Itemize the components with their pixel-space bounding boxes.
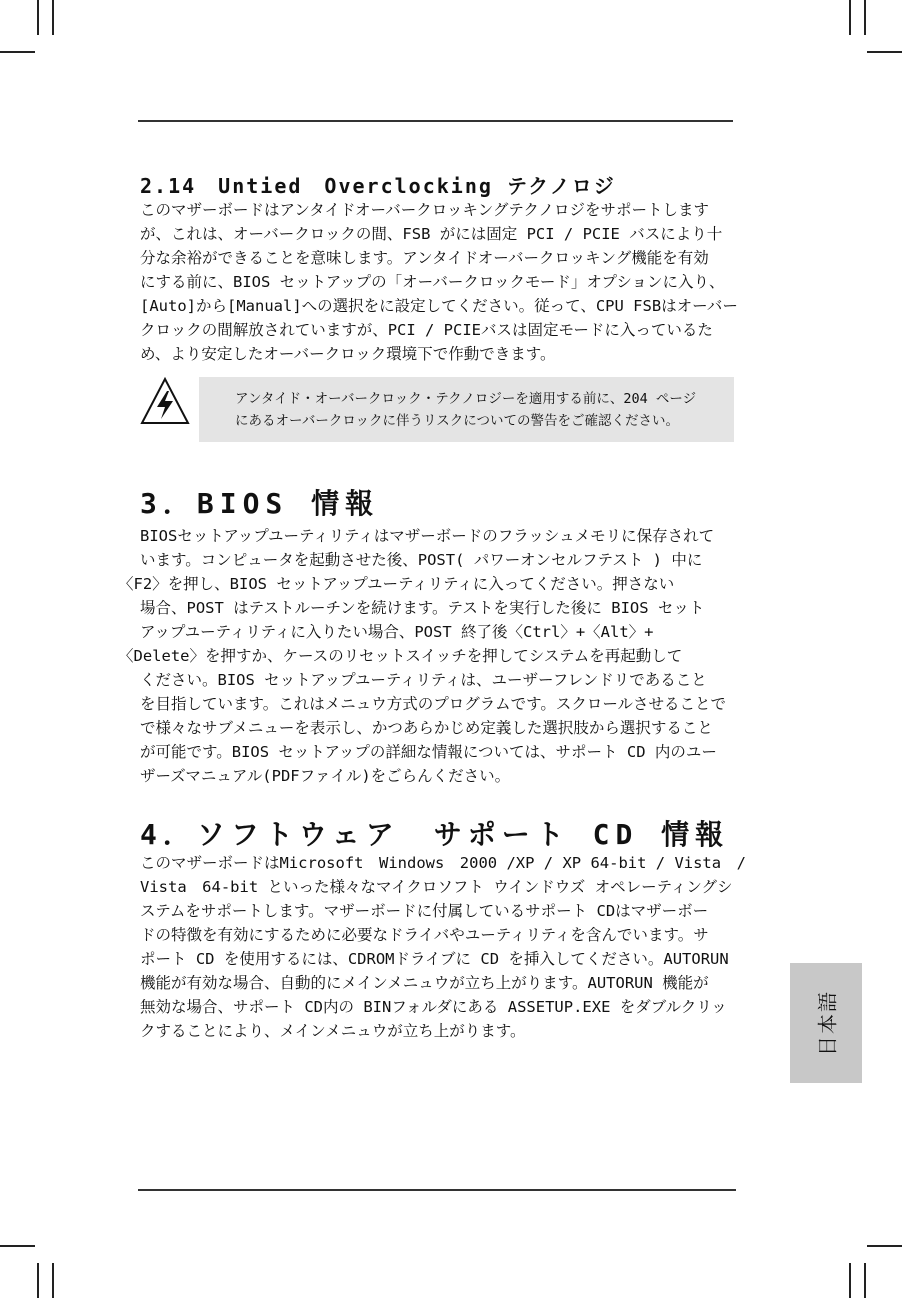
- crop-mark: [849, 1263, 851, 1298]
- text-line: BIOSセットアップユーティリティはマザーボードのフラッシュメモリに保存されて: [140, 527, 715, 545]
- crop-mark: [52, 0, 54, 35]
- crop-mark: [849, 0, 851, 35]
- crop-mark: [867, 51, 902, 53]
- text-line: を目指しています。これはメニュウ方式のプログラムです。スクロールさせることで: [140, 695, 727, 713]
- text-line: 〈Delete〉を押すか、ケースのリセットスイッチを押してシステムを再起動して: [118, 647, 683, 665]
- note-line: にあるオーバークロックに伴うリスクについての警告をご確認ください。: [235, 413, 680, 429]
- text-line: [Auto]から[Manual]への選択をに設定してください。従って、CPU FSBはオーバー: [140, 297, 738, 315]
- language-tab-label: 日本語: [815, 990, 840, 1056]
- text-line: このマザーボードはMicrosoft Windows 2000 /XP / XP 64-bit / Vista /: [140, 854, 746, 872]
- bottom-rule: [138, 1189, 736, 1191]
- text-line: め、より安定したオーバークロック環境下で作動できます。: [140, 345, 556, 363]
- text-line: います。コンピュータを起動させた後、POST( パワーオンセルフテスト ) 中に: [140, 551, 703, 569]
- text-line: ステムをサポートします。マザーボードに付属しているサポート CDはマザーボー: [140, 902, 709, 920]
- text-line: 無効な場合、サポート CD内の BINフォルダにある ASSETUP.EXE をダブルクリッ: [140, 998, 727, 1016]
- text-line: アップユーティリティに入りたい場合、POST 終了後〈Ctrl〉+〈Alt〉+: [140, 623, 654, 641]
- text-line: ドの特徴を有効にするために必要なドライバやユーティリティを含んでいます。サ: [140, 926, 709, 944]
- text-line: にする前に、BIOS セットアップの「オーバークロックモード」オプションに入り、: [140, 273, 725, 291]
- section-2-14-body: [140, 198, 736, 366]
- crop-mark: [867, 1245, 902, 1247]
- text-line: が、これは、オーバークロックの間、FSB がには固定 PCI / PCIE バスにより十: [140, 225, 723, 243]
- text-line: が可能です。BIOS セットアップの詳細な情報については、サポート CD 内のユー: [140, 743, 717, 761]
- text-line: 分な余裕ができることを意味します。アンタイドオーバークロッキング機能を有効: [140, 249, 709, 267]
- text-line: クすることにより、メインメニュウが立ち上がります。: [140, 1022, 526, 1040]
- text-line: 〈F2〉を押し、BIOS セットアップユーティリティに入ってください。押さない: [118, 575, 675, 593]
- top-rule: [138, 120, 733, 122]
- text-line: Vista 64-bit といった様々なマイクロソフト ウインドウズ オペレーティングシ: [140, 878, 733, 896]
- note-line: アンタイド・オーバークロック・テクノロジーを適用する前に、204 ページ: [235, 391, 697, 407]
- language-tab: [790, 963, 862, 1083]
- crop-mark: [0, 51, 35, 53]
- text-line: ください。BIOS セットアップユーティリティは、ユーザーフレンドリであること: [140, 671, 707, 689]
- crop-mark: [37, 1263, 39, 1298]
- crop-mark: [0, 1245, 35, 1247]
- crop-mark: [37, 0, 39, 35]
- text-line: クロックの間解放されていますが、PCI / PCIEバスは固定モードに入っているた: [140, 321, 713, 339]
- text-line: 場合、POST はテストルーチンを続けます。テストを実行した後に BIOS セット: [140, 599, 705, 617]
- section-4-heading: 4．ソフトウェア サポート CD 情報: [140, 818, 730, 851]
- crop-mark: [864, 0, 866, 35]
- section-2-14-heading: 2.14 Untied Overclocking テクノロジ: [140, 174, 616, 198]
- text-line: このマザーボードはアンタイドオーバークロッキングテクノロジをサポートします: [140, 201, 710, 219]
- section-3-body: [118, 524, 736, 788]
- crop-mark: [864, 1263, 866, 1298]
- text-line: ザーズマニュアル(PDFファイル)をごらんください。: [140, 767, 511, 785]
- crop-mark: [52, 1263, 54, 1298]
- warning-note: [199, 377, 734, 442]
- section-3-heading: 3．BIOS 情報: [140, 487, 380, 520]
- text-line: 機能が有効な場合、自動的にメインメニュウが立ち上がります。AUTORUN 機能が: [140, 974, 709, 992]
- text-line: で様々なサブメニューを表示し、かつあらかじめ定義した選択肢から選択すること: [140, 719, 713, 737]
- text-line: ポート CD を使用するには、CDROMドライブに CD を挿入してください。AUTORUN: [140, 950, 729, 968]
- section-4-body: [140, 851, 746, 1043]
- warning-icon: [140, 377, 190, 427]
